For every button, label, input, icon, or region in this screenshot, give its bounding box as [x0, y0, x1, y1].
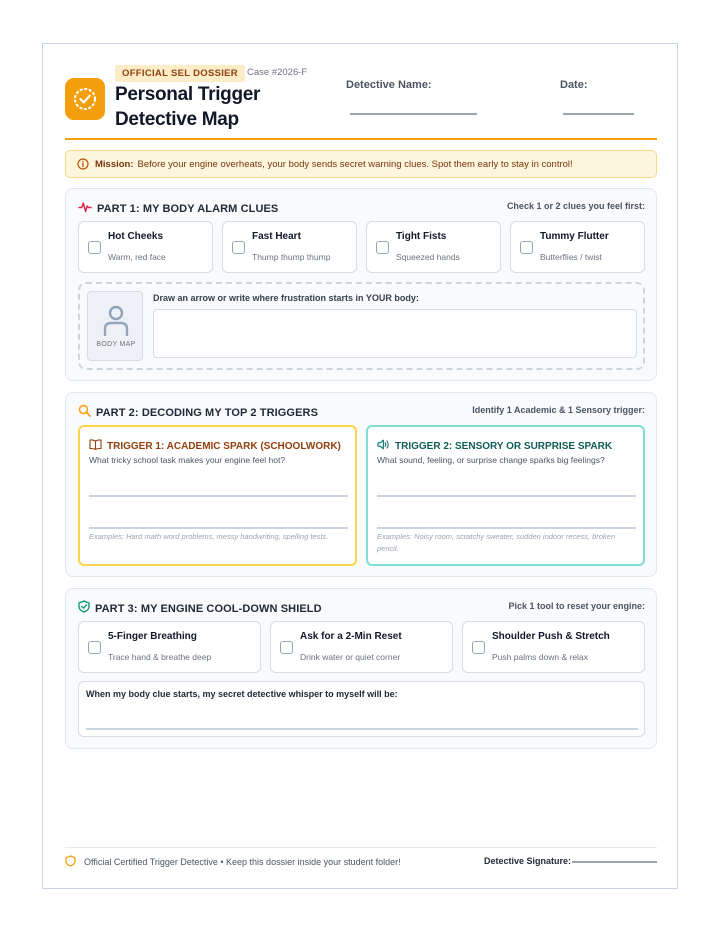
mission-banner [65, 150, 657, 178]
tool-card-2-min-reset[interactable] [270, 621, 453, 673]
whisper-box [78, 681, 645, 737]
trigger2-header [377, 437, 612, 455]
detective-name-label: Detective Name: [346, 79, 432, 91]
checkmark-badge-icon [65, 78, 105, 120]
clue-title: Tummy Flutter [540, 231, 609, 242]
part2-hint: Identify 1 Academic & 1 Sensory trigger: [472, 405, 645, 415]
clue-card-fast-heart[interactable] [222, 221, 357, 273]
trigger1-title: TRIGGER 1: ACADEMIC SPARK (SCHOOLWORK) [107, 440, 341, 452]
trigger2-answer-line-2[interactable] [377, 527, 636, 529]
shield-check-icon [78, 600, 90, 618]
body-map-label: BODY MAP [96, 341, 136, 348]
footer-note [65, 855, 401, 869]
part3-header [78, 600, 322, 618]
tool-checkbox[interactable] [88, 641, 101, 654]
trigger1-card [78, 425, 357, 566]
part1-header [78, 200, 278, 218]
footer-text: Official Certified Trigger Detective • Keep this dossier inside your student folder! [84, 857, 401, 867]
speaker-icon [377, 437, 390, 455]
trigger1-header [89, 437, 341, 455]
info-circle-icon [77, 158, 89, 170]
trigger1-question: What tricky school task makes your engine feel hot? [89, 455, 286, 465]
clue-subtitle: Squeezed hands [396, 252, 460, 262]
case-number: Case #2026-F [247, 67, 308, 78]
clue-checkbox[interactable] [376, 241, 389, 254]
trigger2-question: What sound, feeling, or surprise change sparks big feelings? [377, 455, 605, 465]
tool-subtitle: Trace hand & breathe deep [108, 652, 212, 662]
dossier-tag: OFFICIAL SEL DOSSIER [115, 65, 245, 82]
tool-title: Ask for a 2-Min Reset [300, 631, 402, 642]
page-title: Personal Trigger Detective Map [115, 84, 261, 130]
header-divider [65, 138, 657, 140]
person-icon [103, 304, 129, 341]
clue-title: Tight Fists [396, 231, 447, 242]
trigger2-card [366, 425, 645, 566]
tool-title: 5-Finger Breathing [108, 631, 197, 642]
dossier-page [42, 43, 678, 889]
tool-card-5-finger-breathing[interactable] [78, 621, 261, 673]
signature-label: Detective Signature: [484, 856, 572, 866]
tool-subtitle: Drink water or quiet corner [300, 652, 401, 662]
clue-card-tight-fists[interactable] [366, 221, 501, 273]
clue-checkbox[interactable] [88, 241, 101, 254]
whisper-answer-line[interactable] [86, 728, 638, 730]
trigger1-answer-line-2[interactable] [89, 527, 348, 529]
trigger1-examples: Examples: Hard math word problems, messy handwriting, spelling tests. [89, 532, 329, 541]
part3-hint: Pick 1 tool to reset your engine: [508, 601, 645, 611]
date-label: Date: [560, 79, 588, 91]
heartbeat-icon [78, 200, 92, 218]
shield-icon [65, 855, 76, 869]
magnifier-icon [78, 404, 91, 422]
clue-title: Hot Cheeks [108, 231, 164, 242]
book-icon [89, 437, 102, 455]
part2-header [78, 404, 318, 422]
clue-subtitle: Butterflies / twist [540, 252, 602, 262]
clue-title: Fast Heart [252, 231, 301, 242]
draw-prompt: Draw an arrow or write where frustration starts in YOUR body: [153, 293, 419, 303]
clue-checkbox[interactable] [232, 241, 245, 254]
clue-card-hot-cheeks[interactable] [78, 221, 213, 273]
part2-title: PART 2: DECODING MY TOP 2 TRIGGERS [96, 407, 319, 419]
trigger2-answer-line-1[interactable] [377, 495, 636, 497]
detective-name-field[interactable] [350, 113, 477, 115]
tool-title: Shoulder Push & Stretch [492, 631, 610, 642]
clue-subtitle: Thump thump thump [252, 252, 331, 262]
tool-checkbox[interactable] [472, 641, 485, 654]
mission-label: Mission: [95, 158, 134, 170]
clue-subtitle: Warm, red face [108, 252, 166, 262]
part3-section [65, 588, 657, 749]
part1-hint: Check 1 or 2 clues you feel first: [506, 201, 645, 211]
date-field[interactable] [563, 113, 634, 115]
tool-subtitle: Push palms down & relax [492, 652, 588, 662]
part1-title: PART 1: MY BODY ALARM CLUES [97, 203, 279, 215]
mission-text: Before your engine overheats, your body sends secret warning clues. Spot them early to stay in control! [137, 158, 573, 170]
footer-divider [65, 847, 657, 848]
clue-card-tummy-flutter[interactable] [510, 221, 645, 273]
signature-field[interactable] [572, 861, 657, 863]
trigger2-examples: Examples: Noisy room, scratchy sweater, sudden indoor recess, broken pencil. [377, 532, 616, 553]
trigger2-title: TRIGGER 2: SENSORY OR SURPRISE SPARK [395, 440, 613, 452]
trigger1-answer-line-1[interactable] [89, 495, 348, 497]
whisper-prompt: When my body clue starts, my secret detective whisper to myself will be: [86, 689, 398, 699]
draw-area[interactable] [153, 309, 637, 358]
tool-card-shoulder-push[interactable] [462, 621, 645, 673]
tool-checkbox[interactable] [280, 641, 293, 654]
part3-title: PART 3: MY ENGINE COOL-DOWN SHIELD [95, 603, 322, 615]
body-map [87, 291, 143, 361]
part2-section [65, 392, 657, 577]
part1-section [65, 188, 657, 381]
clue-checkbox[interactable] [520, 241, 533, 254]
body-map-zone [78, 282, 645, 370]
